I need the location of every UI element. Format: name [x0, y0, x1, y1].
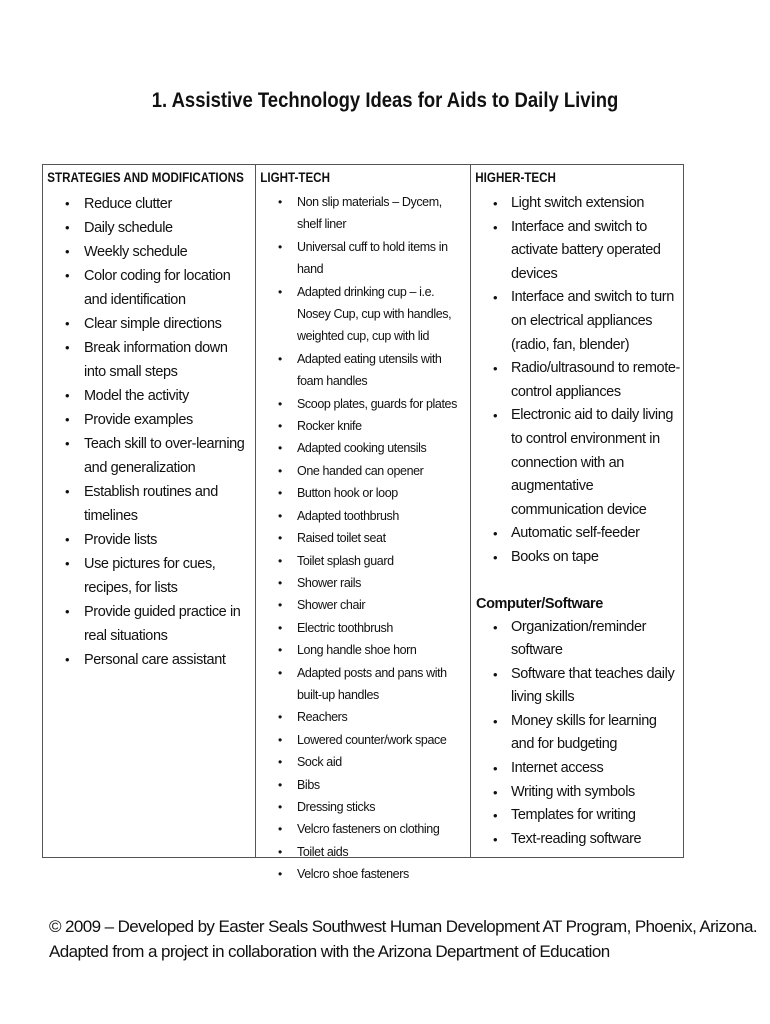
list-item: • Templates for writing [471, 804, 683, 828]
list-item: • One handed can opener [256, 460, 470, 482]
list-item: • Clear simple directions [43, 312, 255, 336]
computer-software-list [471, 616, 683, 852]
list-item: • Adapted posts and pans with built-up handles [256, 662, 470, 707]
list-item: • Use pictures for cues, recipes, for lists [43, 552, 255, 600]
list-item: • Establish routines and timelines [43, 480, 255, 528]
list-item: • Software that teaches daily living skills [471, 663, 683, 710]
higher-tech-list [471, 189, 683, 570]
footer-line-2: Adapted from a project in collaboration with the Arizona Department of Education [49, 942, 610, 961]
list-item: • Color coding for location and identification [43, 264, 255, 312]
list-item: • Books on tape [471, 546, 683, 570]
list-item: • Personal care assistant [43, 648, 255, 672]
list-item: • Shower chair [256, 594, 470, 616]
list-item: • Rocker knife [256, 415, 470, 437]
list-item: • Bibs [256, 774, 470, 796]
list-item: • Button hook or loop [256, 482, 470, 504]
higher-tech-column [471, 165, 683, 857]
strategies-list [43, 189, 255, 672]
list-item: • Reachers [256, 706, 470, 728]
list-item: • Raised toilet seat [256, 527, 470, 549]
list-item: • Money skills for learning and for budgeting [471, 710, 683, 757]
light-tech-header: LIGHT-TECH [260, 170, 330, 185]
list-item: • Adapted toothbrush [256, 505, 470, 527]
list-item: • Dressing sticks [256, 796, 470, 818]
list-item: • Adapted drinking cup – i.e. Nosey Cup, cup with handles, weighted cup, cup with lid [256, 281, 470, 348]
list-item: • Internet access [471, 757, 683, 781]
list-item: • Writing with symbols [471, 781, 683, 805]
higher-tech-header: HIGHER-TECH [475, 170, 556, 185]
list-item: • Adapted eating utensils with foam handles [256, 348, 470, 393]
light-tech-list [256, 189, 470, 886]
list-item: • Reduce clutter [43, 192, 255, 216]
list-item: • Toilet aids [256, 841, 470, 863]
list-item: • Light switch extension [471, 192, 683, 216]
list-item: • Velcro fasteners on clothing [256, 818, 470, 840]
footer-line-1: © 2009 – Developed by Easter Seals Southwest Human Development AT Program, Phoenix, Arizona. [49, 917, 757, 936]
list-item: • Text-reading software [471, 828, 683, 852]
list-item: • Adapted cooking utensils [256, 437, 470, 459]
light-tech-column [256, 165, 471, 882]
list-item: • Velcro shoe fasteners [256, 863, 470, 885]
list-item: • Long handle shoe horn [256, 639, 470, 661]
list-item: • Interface and switch to turn on electrical appliances (radio, fan, blender) [471, 286, 683, 357]
list-item: • Electric toothbrush [256, 617, 470, 639]
list-item: • Provide lists [43, 528, 255, 552]
list-item: • Provide examples [43, 408, 255, 432]
list-item: • Teach skill to over-learning and generalization [43, 432, 255, 480]
list-item: • Organization/reminder software [471, 616, 683, 663]
list-item: • Non slip materials – Dycem, shelf liner [256, 191, 470, 236]
page-title: 1. Assistive Technology Ideas for Aids to Daily Living [151, 89, 619, 112]
list-item: • Daily schedule [43, 216, 255, 240]
strategies-column [43, 165, 256, 857]
list-item: • Radio/ultrasound to remote-control appliances [471, 357, 683, 404]
list-item: • Model the activity [43, 384, 255, 408]
list-item: • Sock aid [256, 751, 470, 773]
list-item: • Interface and switch to activate battery operated devices [471, 216, 683, 287]
list-item: • Lowered counter/work space [256, 729, 470, 751]
computer-software-heading: Computer/Software [476, 595, 603, 612]
ideas-table [42, 164, 684, 882]
list-item: • Weekly schedule [43, 240, 255, 264]
list-item: • Electronic aid to daily living to control environment in connection with an augmentative communication device [471, 404, 683, 522]
list-item: • Provide guided practice in real situations [43, 600, 255, 648]
footer [49, 914, 757, 964]
list-item: • Toilet splash guard [256, 550, 470, 572]
list-item: • Automatic self-feeder [471, 522, 683, 546]
list-item: • Scoop plates, guards for plates [256, 393, 470, 415]
list-item: • Shower rails [256, 572, 470, 594]
list-item: • Break information down into small steps [43, 336, 255, 384]
list-item: • Universal cuff to hold items in hand [256, 236, 470, 281]
strategies-header: STRATEGIES AND MODIFICATIONS [47, 170, 244, 185]
